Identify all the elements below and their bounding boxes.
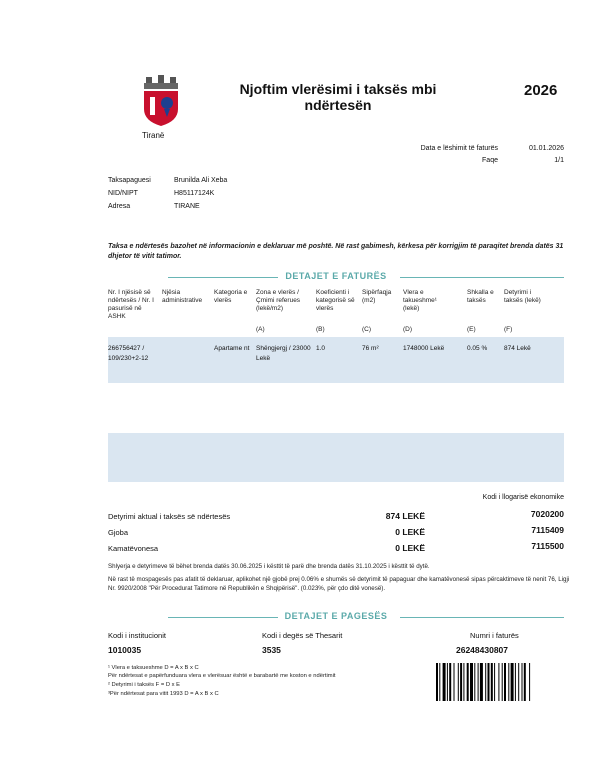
col-letter-b: (B) (316, 326, 325, 333)
col-letter-e: (E) (467, 326, 476, 333)
nid-label: NID/NIPT (108, 190, 138, 197)
col-letter-d: (D) (403, 326, 413, 333)
cell-rate: 0.05 % (467, 345, 488, 352)
col-admin-unit: Njësia administrative (162, 289, 203, 304)
payment-deadline-note: Shlyerja e detyrimeve të bëhet brenda datës 30.06.2025 i kësttit të parë dhe brenda datës 31.10.2025 i kësttit të dytë. (108, 563, 430, 570)
penalty-amount: 0 LEKË (395, 527, 425, 537)
payment-details-title: DETAJET E PAGESËS (284, 611, 388, 621)
taxpayer-label: Taksapaguesi (108, 177, 151, 184)
current-liability-label: Detyrimi aktual i taksës së ndërtesës (108, 512, 231, 521)
barcode-icon (436, 663, 564, 701)
current-liability-code: 7020200 (530, 509, 564, 519)
col-letter-f: (F) (504, 326, 513, 333)
page-number: 1/1 (554, 157, 564, 164)
tax-year: 2026 (524, 82, 558, 99)
penalty-note: Në rast të mospagesës pas afatit të deklaruar, aplikohet një gjobë prej 0.06% e shumës së detyrimit të papaguar dhe kamatëvonesë sipas përcaktimeve të nenit 76, Ligji Nr. 9920/2008 "Për Procedurat Tatimore në Republikën e Shqipërisë". (0.023%, për çdo ditë vonesë). (108, 576, 570, 592)
invoice-number: 26248430807 (456, 645, 509, 655)
city-name: Tiranë (142, 131, 165, 140)
col-zone: Zona e vlerës / Çmimi referues (lekë/m2) (256, 289, 301, 312)
late-interest-label: Kamatëvonesa (108, 544, 159, 553)
institution-code: 1010035 (108, 645, 142, 655)
late-interest-code: 7115500 (531, 541, 564, 551)
cell-category: Apartame nt (214, 345, 250, 352)
page-label: Faqe (482, 157, 498, 164)
col-coefficient: Koeficienti i kategorisë së vlerës (316, 289, 355, 312)
col-category: Kategoria e vlerës (214, 289, 248, 304)
col-unit: Nr. I njësisë së ndërtesës / Nr. I pasurisë në ASHK (108, 289, 154, 320)
col-letter-c: (C) (362, 326, 372, 333)
footnote-1: ¹ Vlera e taksueshme D = A x B x C (108, 665, 199, 671)
nid-value: H85117124K (174, 190, 215, 197)
cell-liability: 874 Lekë (504, 345, 531, 352)
account-code-label: Kodi i llogarisë ekonomike (482, 494, 564, 501)
table-empty-area (108, 433, 564, 482)
address-label: Adresa (108, 203, 131, 210)
col-letter-a: (A) (256, 326, 265, 333)
issue-date: 01.01.2026 (528, 145, 564, 152)
invoice-number-label: Numri i faturës (470, 631, 519, 640)
treasury-code: 3535 (262, 645, 281, 655)
penalty-label: Gjoba (108, 528, 129, 537)
table-row (108, 337, 564, 383)
col-area: Sipërfaqja (m2) (362, 289, 392, 304)
footnote-3: ² Detyrimi i taksës F = D x E (108, 682, 180, 688)
tirana-coat-of-arms-icon (140, 75, 182, 127)
payment-details-header (108, 611, 564, 623)
current-liability-amount: 874 LEKË (385, 511, 425, 521)
invoice-details-title: DETAJET E FATURËS (285, 271, 387, 281)
address-value: TIRANE (174, 203, 200, 210)
taxpayer-name: Brunilda Ali Xeba (174, 177, 228, 184)
treasury-code-label: Kodi i degës së Thesarit (262, 631, 343, 640)
invoice-details-header (108, 271, 564, 283)
cell-taxable-value: 1748000 Lekë (403, 345, 445, 352)
cell-zone: Shëngjergj / 23000 Lekë (256, 345, 311, 362)
institution-code-label: Kodi i institucionit (108, 631, 166, 640)
issue-date-label: Data e lëshimit të faturës (420, 145, 498, 152)
correction-notice: Taksa e ndërtesës bazohet në informacionin e deklaruar më poshtë. Në rast gabimesh, kërkesa për korrigjim të paraqitet brenda datës 31 dhjetor të vitit tatimor. (108, 243, 564, 260)
penalty-code: 7115409 (531, 525, 564, 535)
cell-area: 76 m² (362, 345, 379, 352)
col-taxable-value: Vlera e takueshme¹ (lekë) (403, 289, 437, 312)
col-liability: Detyrimi i taksës (lekë) (504, 289, 541, 304)
footnote-4: ³Për ndërtesat para vitit 1993 D = A x B x C (108, 691, 219, 697)
footnote-2: Për ndërtesat e papërfunduara vlera e vlerësuar është e barabartë me koston e ndërtimit (108, 673, 336, 679)
late-interest-amount: 0 LEKË (395, 543, 425, 553)
cell-unit: 266756427 / 109/230+2-12 (108, 345, 149, 362)
page-title: Njoftim vlerësimi i taksës mbi ndërtesën (239, 81, 437, 113)
col-rate: Shkalla e taksës (467, 289, 494, 304)
cell-coefficient: 1.0 (316, 345, 326, 352)
